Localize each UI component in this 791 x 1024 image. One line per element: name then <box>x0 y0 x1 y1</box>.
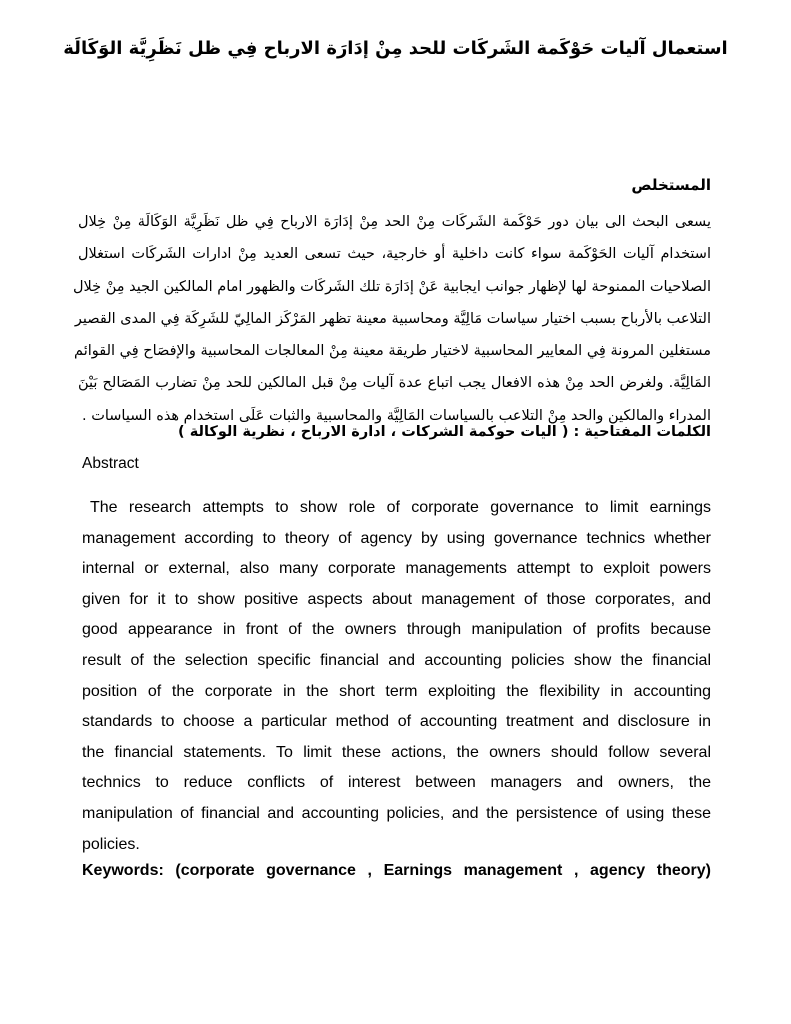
english-keywords: Keywords: (corporate governance , Earnings management , agency theory) <box>82 862 711 879</box>
arabic-abstract-heading: المستخلص <box>631 176 711 194</box>
arabic-abstract-line: التلاعب بالأرباح بسبب اختيار سياسات مَالِيَّة ومحاسبية معينة تظهر المَرْكَز المالِيّ للشَرِكَة فِي المدى القصير <box>74 310 711 327</box>
paper-title: استعمال آليات حَوْكَمة الشَركَات للحد مِنْ إدَارَة الارباح فِي ظل نَظَرِيَّة الوَكَالَة <box>63 38 728 59</box>
english-abstract-line: manipulation of financial and accounting policies, and the persistence of using these <box>82 804 711 822</box>
arabic-abstract-line: استخدام آليات الحَوْكَمة سواء كانت داخلية أو خارجية، حيث تسعى العديد مِنْ ادارات الشَركَات استغلال <box>78 246 711 263</box>
arabic-abstract-body <box>72 206 711 432</box>
english-abstract-line: given for it to show positive aspects about management of those corporates, and <box>82 590 711 608</box>
english-abstract-line: the financial statements. To limit these actions, the owners should follow several <box>82 743 711 761</box>
english-abstract-line: standards to choose a particular method of accounting treatment and disclosure in <box>82 713 711 731</box>
arabic-abstract-line: المدراء والمالكين والحد مِنْ التلاعب بالسياسات المَالِيَّة والمحاسبية والثبات عَلَى استخدام هذه السياسات . <box>82 407 711 424</box>
english-abstract-line: policies. <box>82 835 140 853</box>
english-abstract-line: good appearance in front of the owners through manipulation of profits because <box>82 621 711 639</box>
arabic-abstract-line: يسعى البحث الى بيان دور حَوْكَمة الشَركَات مِنْ الحد مِنْ إدَارَة الارباح فِي ظل نَظَرِيَّة الوَكَالَة مِنْ خِلال <box>78 214 711 230</box>
english-abstract-line: The research attempts to show role of corporate governance to limit earnings <box>90 499 711 516</box>
english-abstract-line: position of the corporate in the short term exploiting the flexibility in accounting <box>82 682 711 700</box>
english-abstract-body <box>82 493 711 860</box>
arabic-abstract-line: مستغلين المرونة فِي المعايير المحاسبية لاختيار طريقة معينة مِنْ المعالجات المحاسبية والإفصَاح فِي القوائم <box>74 343 711 360</box>
english-abstract-line: management according to theory of agency by using governance technics whether <box>82 529 711 547</box>
arabic-abstract-line: المَالِيَّة. ولغرض الحد مِنْ هذه الافعال يجب اتباع عدة آليات مِنْ قبل المالكين للحد مِنْ تضارب المَصَالح بَيْنَ <box>78 375 711 392</box>
english-abstract-heading: Abstract <box>82 455 139 472</box>
english-abstract-line: result of the selection specific financial and accounting policies show the financial <box>82 651 711 669</box>
arabic-keywords: الكلمات المفتاحية : ( اليات حوكمة الشركات ، ادارة الارباح ، نظرية الوكالة ) <box>178 424 711 440</box>
english-abstract-line: technics to reduce conflicts of interest between managers and owners, the <box>82 774 711 792</box>
english-abstract-line: internal or external, also many corporate managements attempt to exploit powers <box>82 560 711 578</box>
arabic-abstract-line: الصلاحيات الممنوحة لها لإظهار جوانب ايجابية عَنْ إدَارَة تلك الشَركَات والظهور امام المالكين الجيد مِنْ خِلال <box>72 278 711 295</box>
